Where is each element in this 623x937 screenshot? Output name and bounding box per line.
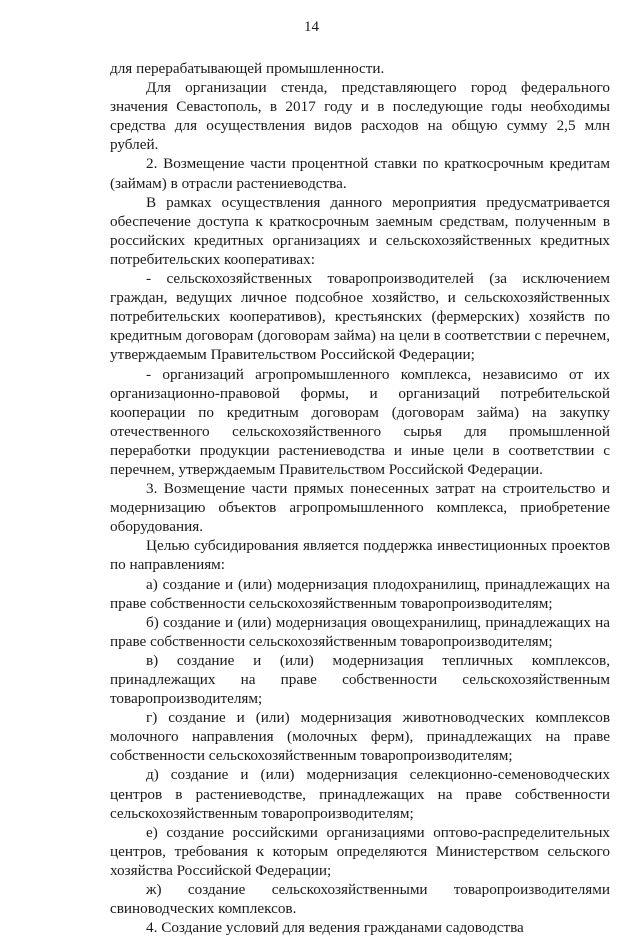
page-number: 14 xyxy=(304,19,319,35)
paragraph: 4. Создание условий для ведения гражданами садоводства xyxy=(146,919,524,937)
document-body xyxy=(110,59,610,937)
list-item: г) создание и (или) модернизация животноводческих комплексов молочного направления (молочных ферм), принадлежащих на праве собственности сельскохозяйственным товаропроизводителям; xyxy=(110,709,610,765)
list-item: б) создание и (или) модернизация овощехранилищ, принадлежащих на праве собственности сельскохозяйственным товаропроизводителям; xyxy=(110,613,610,650)
list-item: - организаций агропромышленного комплекса, независимо от их организационно-правовой формы, и организаций потребительской кооперации по кредитным договорам (договорам займа) на закупку отечественного сельскохозяйственного сырья для промышленной переработки продукции растениеводства и иные цели в соответствии с перечнем, утверждаемым Правительством Российской Федерации. xyxy=(110,365,610,478)
list-item: ж) создание сельскохозяйственными товаропроизводителями свиноводческих комплексов. xyxy=(110,881,610,918)
list-item: д) создание и (или) модернизация селекционно-семеноводческих центров в растениеводстве, принадлежащих на праве собственности сельскохозяйственным товаропроизводителям; xyxy=(110,766,610,822)
list-item: - сельскохозяйственных товаропроизводителей (за исключением граждан, ведущих личное подсобное хозяйство, и сельскохозяйственных потребительских кооперативов), крестьянских (фермерских) хозяйств по кредитным договорам (договорам займа) на цели в соответствии с перечнем, утверждаемым Правительством Российской Федерации; xyxy=(110,270,610,364)
paragraph: Для организации стенда, представляющего город федерального значения Севастополь, в 2017 году и в последующие годы необходимы средства для осуществления видов расходов на общую сумму 2,5 млн рублей. xyxy=(110,79,610,154)
list-item: в) создание и (или) модернизация тепличных комплексов, принадлежащих на праве собственности сельскохозяйственным товаропроизводителям; xyxy=(110,651,610,708)
paragraph: В рамках осуществления данного мероприятия предусматривается обеспечение доступа к краткосрочным заемным средствам, полученным в российских кредитных организациях и сельскохозяйственных кредитных потребительских кооперативах: xyxy=(110,193,610,268)
list-item: а) создание и (или) модернизация плодохранилищ, принадлежащих на праве собственности сельскохозяйственным товаропроизводителям; xyxy=(110,575,610,612)
paragraph: 3. Возмещение части прямых понесенных затрат на строительство и модернизацию объектов агропромышленного комплекса, приобретение оборудования. xyxy=(110,480,610,536)
list-item: е) создание российскими организациями оптово-распределительных центров, требования к которым определяются Министерством сельского хозяйства Российской Федерации; xyxy=(110,823,610,879)
paragraph: для перерабатывающей промышленности. xyxy=(110,60,385,77)
paragraph: 2. Возмещение части процентной ставки по краткосрочным кредитам (займам) в отрасли растениеводства. xyxy=(110,155,610,192)
paragraph: Целью субсидирования является поддержка инвестиционных проектов по направлениям: xyxy=(110,537,610,574)
